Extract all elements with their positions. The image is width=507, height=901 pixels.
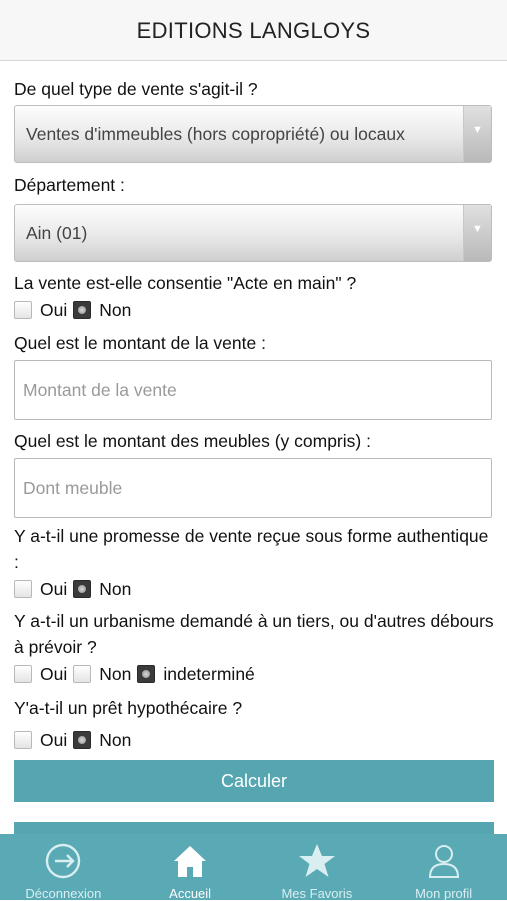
calculator-form: [14, 60, 494, 802]
tab-deconnexion[interactable]: [0, 834, 127, 900]
app-header: [0, 0, 507, 61]
chevron-down-icon: ▼: [463, 205, 491, 261]
sale-type-value: Ventes d'immeubles (hors copropriété) ou locaux: [26, 123, 405, 144]
pret-hypothecaire-options: [14, 726, 494, 754]
tab-label: Mes Favoris: [281, 886, 353, 901]
question-sale-type: De quel type de vente s'agit-il ?: [14, 79, 258, 99]
question-sale-amount: Quel est le montant de la vente :: [14, 333, 266, 353]
tab-label: Accueil: [169, 886, 212, 901]
department-value: Ain (01): [26, 222, 88, 243]
acte-en-main-oui-checkbox[interactable]: [14, 301, 32, 319]
option-label: Oui: [40, 729, 68, 750]
promesse-oui-checkbox[interactable]: [14, 580, 32, 598]
question-pret-hypothecaire: Y'a-t-il un prêt hypothécaire ?: [14, 698, 243, 718]
promesse-vente-options: [14, 575, 494, 603]
home-icon: [170, 842, 210, 880]
option-label: Oui: [40, 663, 68, 684]
tab-mes-favoris[interactable]: [254, 834, 381, 900]
logout-icon: [43, 842, 83, 880]
option-label: Non: [99, 729, 132, 750]
urbanisme-options: [14, 660, 494, 688]
urbanisme-indetermine-checkbox[interactable]: [137, 665, 155, 683]
question-promesse-vente: Y a-t-il une promesse de vente reçue sous forme authentique :: [14, 526, 489, 572]
chevron-down-icon: ▼: [463, 106, 491, 162]
pret-oui-checkbox[interactable]: [14, 731, 32, 749]
furniture-amount-input[interactable]: [14, 458, 492, 518]
calculate-button[interactable]: Calculer: [14, 760, 494, 802]
acte-en-main-options: [14, 296, 494, 324]
question-acte-en-main: La vente est-elle consentie "Acte en main" ?: [14, 273, 357, 293]
sale-type-select[interactable]: [14, 105, 492, 163]
department-select[interactable]: [14, 204, 492, 262]
star-icon: [297, 842, 337, 880]
user-icon: [424, 842, 464, 880]
urbanisme-non-checkbox[interactable]: [73, 665, 91, 683]
pret-non-checkbox[interactable]: [73, 731, 91, 749]
option-label: Oui: [40, 299, 68, 320]
question-furniture-amount: Quel est le montant des meubles (y compris) :: [14, 431, 371, 451]
tab-label: Mon profil: [415, 886, 473, 901]
option-label: Non: [99, 299, 132, 320]
option-label: indeterminé: [163, 663, 255, 684]
tab-accueil[interactable]: [127, 834, 254, 900]
tab-label: Déconnexion: [25, 886, 102, 901]
option-label: Non: [99, 663, 132, 684]
urbanisme-oui-checkbox[interactable]: [14, 665, 32, 683]
acte-en-main-non-checkbox[interactable]: [73, 301, 91, 319]
question-urbanisme: Y a-t-il un urbanisme demandé à un tiers, ou d'autres débours à prévoir ?: [14, 611, 494, 657]
promesse-non-checkbox[interactable]: [73, 580, 91, 598]
bottom-tab-bar: [0, 834, 507, 900]
question-department: Département :: [14, 175, 125, 195]
option-label: Oui: [40, 578, 68, 599]
sale-amount-input[interactable]: [14, 360, 492, 420]
tab-mon-profil[interactable]: [380, 834, 507, 900]
app-title: EDITIONS LANGLOYS: [136, 18, 371, 43]
option-label: Non: [99, 578, 132, 599]
